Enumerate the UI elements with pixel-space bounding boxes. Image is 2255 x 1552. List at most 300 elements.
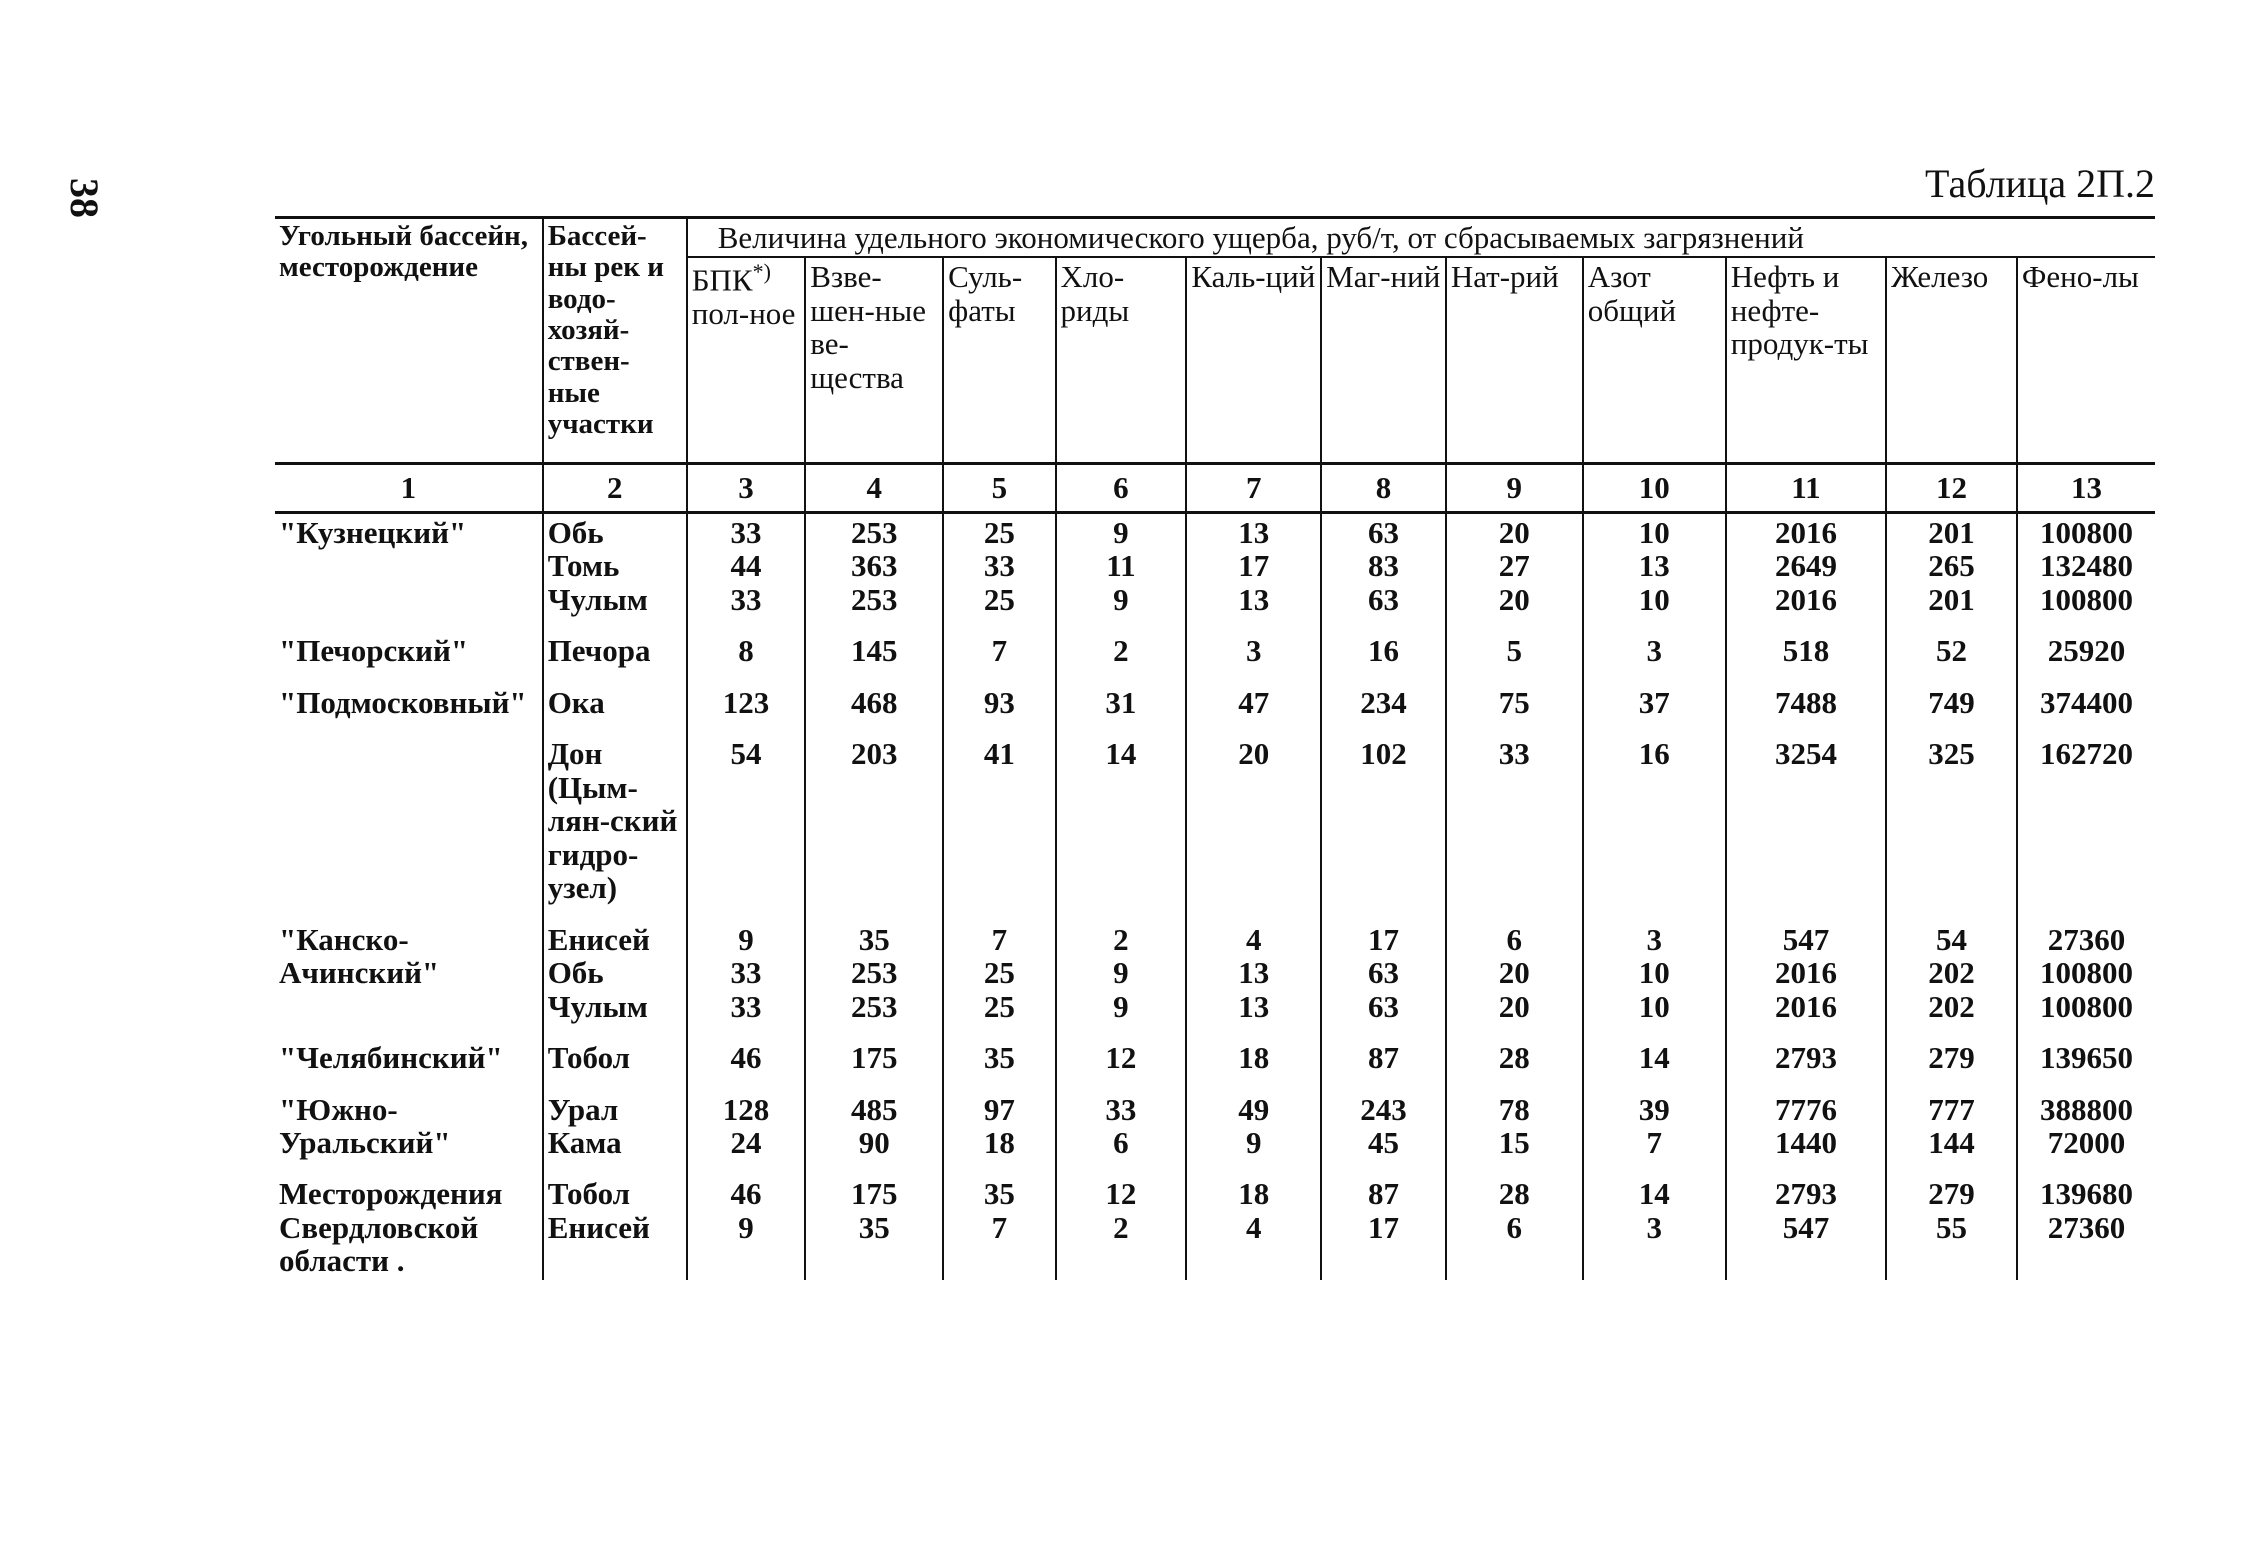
value-cell (1056, 618, 1187, 669)
value-cell (1321, 618, 1446, 669)
value-cell (1726, 512, 1886, 618)
value-cell (805, 1025, 943, 1076)
basin-cell (543, 618, 687, 669)
value: 253 (850, 988, 898, 1024)
value-cell (1321, 512, 1446, 618)
basin-name: Енисей (547, 1209, 650, 1245)
region-name: Месторождения Свердловской области . (279, 1176, 503, 1279)
table-row (275, 907, 2155, 1025)
value-cell (805, 670, 943, 721)
value: 3 (1646, 1209, 1662, 1245)
value: 17 (1367, 1209, 1399, 1245)
value: 2793 (1774, 1176, 1837, 1212)
value: 145 (850, 633, 898, 669)
value: 202 (1928, 955, 1975, 991)
value: 18 (983, 1124, 1015, 1160)
value: 55 (1936, 1209, 1968, 1245)
value-cell (1726, 721, 1886, 906)
value: 27 (1498, 548, 1530, 584)
header-span: Величина удельного экономического ущерба, руб/т, от сбрасываемых загрязнений (687, 218, 2155, 258)
value: 11 (1106, 548, 1136, 584)
value-cell (1583, 1025, 1726, 1076)
value: 518 (1782, 633, 1830, 669)
value: 27360 (2047, 921, 2126, 957)
value: 16 (1638, 736, 1670, 772)
value: 63 (1367, 955, 1399, 991)
value-cell (1321, 1025, 1446, 1076)
value: 162720 (2039, 736, 2133, 772)
value: 72000 (2047, 1124, 2126, 1160)
value-cell (1726, 907, 1886, 1025)
value: 44 (730, 548, 762, 584)
value: 3 (1646, 921, 1662, 957)
value: 17 (1367, 921, 1399, 957)
value: 388800 (2039, 1091, 2133, 1127)
value: 8 (738, 633, 754, 669)
value: 9 (738, 1209, 754, 1245)
table-row (275, 512, 2155, 618)
header-col: Маг-ний (1321, 257, 1446, 464)
value: 102 (1360, 736, 1407, 772)
column-number: 2 (543, 464, 687, 512)
basin-name: Печора (547, 633, 651, 669)
value: 9 (1113, 955, 1129, 991)
value: 17 (1238, 548, 1270, 584)
value-cell (687, 1025, 806, 1076)
value: 27360 (2047, 1209, 2126, 1245)
value: 33 (730, 514, 762, 550)
value: 485 (850, 1091, 898, 1127)
header-col: Нат-рий (1446, 257, 1583, 464)
value-cell (943, 721, 1055, 906)
value: 13 (1638, 548, 1670, 584)
value: 35 (858, 921, 890, 957)
value-cell (687, 670, 806, 721)
value-cell (1321, 907, 1446, 1025)
basin-cell (543, 670, 687, 721)
value: 87 (1367, 1176, 1399, 1212)
column-number: 10 (1583, 464, 1726, 512)
column-number: 7 (1186, 464, 1321, 512)
value: 144 (1928, 1124, 1975, 1160)
value-cell (1583, 618, 1726, 669)
table-row (275, 1161, 2155, 1279)
value: 24 (730, 1124, 762, 1160)
table-row (275, 1077, 2155, 1162)
basin-name: Обь (547, 955, 604, 991)
region-name: "Южно-Уральский" (279, 1091, 451, 1160)
value: 35 (983, 1040, 1015, 1076)
value: 2 (1113, 921, 1129, 957)
value-cell (1321, 1161, 1446, 1279)
value: 63 (1367, 988, 1399, 1024)
basin-name: Урал (547, 1091, 619, 1127)
table-row (275, 721, 2155, 906)
value: 6 (1506, 1209, 1523, 1245)
value: 10 (1638, 988, 1670, 1024)
header-col: Суль-фаты (943, 257, 1055, 464)
value: 54 (1936, 921, 1968, 957)
value-cell (943, 670, 1055, 721)
value: 20 (1498, 581, 1530, 617)
value: 13 (1238, 988, 1270, 1024)
column-number: 3 (687, 464, 806, 512)
value-cell (1056, 1077, 1187, 1162)
value: 33 (983, 548, 1015, 584)
value: 12 (1105, 1040, 1137, 1076)
value: 14 (1638, 1040, 1670, 1076)
value-cell (1886, 670, 2017, 721)
value: 175 (850, 1040, 898, 1076)
value-cell (943, 618, 1055, 669)
value-cell (1726, 618, 1886, 669)
value: 33 (1498, 736, 1530, 772)
value: 325 (1928, 736, 1975, 772)
value-cell (1886, 721, 2017, 906)
value: 33 (1105, 1091, 1137, 1127)
value: 10 (1638, 955, 1670, 991)
basin-cell (543, 1161, 687, 1279)
header-bpk: БПК*) пол-ное (687, 257, 806, 464)
value-cell (1583, 1161, 1726, 1279)
column-number: 5 (943, 464, 1055, 512)
value-cell (805, 907, 943, 1025)
value-cell (1186, 1161, 1321, 1279)
value: 15 (1498, 1124, 1530, 1160)
value: 9 (1245, 1124, 1262, 1160)
value-cell (687, 1077, 806, 1162)
value: 2016 (1774, 988, 1837, 1024)
column-number-row (275, 464, 2155, 512)
column-number: 4 (805, 464, 943, 512)
value-cell (1886, 1025, 2017, 1076)
value-cell (2017, 1161, 2155, 1279)
value: 13 (1238, 514, 1270, 550)
value-cell (1886, 1161, 2017, 1279)
value: 25 (983, 955, 1015, 991)
value: 46 (730, 1176, 762, 1212)
value-cell (1321, 670, 1446, 721)
value: 4 (1245, 1209, 1262, 1245)
value: 31 (1105, 684, 1137, 720)
value-cell (687, 512, 806, 618)
value-cell (943, 1161, 1055, 1279)
column-number: 12 (1886, 464, 2017, 512)
value: 97 (983, 1091, 1015, 1127)
value-cell (687, 907, 806, 1025)
header-col: Фено-лы (2017, 257, 2155, 464)
column-number: 9 (1446, 464, 1583, 512)
value: 35 (858, 1209, 890, 1245)
value-cell (1583, 1077, 1726, 1162)
value: 25920 (2047, 633, 2126, 669)
table-row (275, 670, 2155, 721)
value-cell (1446, 618, 1583, 669)
basin-name: Ока (547, 684, 605, 720)
value-cell (687, 618, 806, 669)
value: 7488 (1774, 684, 1837, 720)
value-cell (1186, 512, 1321, 618)
value: 20 (1498, 988, 1530, 1024)
value: 123 (722, 684, 770, 720)
value-cell (1446, 1025, 1583, 1076)
value: 93 (983, 684, 1015, 720)
value-cell (943, 1025, 1055, 1076)
value-cell (1186, 618, 1321, 669)
basin-name: Обь (547, 514, 604, 550)
value-cell (1446, 1077, 1583, 1162)
value-cell (2017, 1077, 2155, 1162)
value: 10 (1638, 581, 1670, 617)
column-number: 11 (1726, 464, 1886, 512)
value: 279 (1928, 1040, 1975, 1076)
value-cell (805, 512, 943, 618)
value-cell (2017, 512, 2155, 618)
value: 13 (1238, 581, 1270, 617)
basin-name: Чулым (547, 581, 648, 617)
value: 9 (1113, 988, 1129, 1024)
value-cell (1726, 1077, 1886, 1162)
value-cell (687, 1161, 806, 1279)
value: 7 (1646, 1124, 1662, 1160)
region-name: "Подмосковный" (279, 684, 527, 720)
value: 14 (1638, 1176, 1670, 1212)
table-row (275, 1025, 2155, 1076)
value: 28 (1498, 1176, 1530, 1212)
value-cell (1583, 670, 1726, 721)
region-name: "Канско-Ачинский" (279, 921, 440, 991)
value: 234 (1360, 684, 1407, 720)
value: 749 (1928, 684, 1975, 720)
value-cell (1186, 1077, 1321, 1162)
table-row (275, 618, 2155, 669)
value: 175 (850, 1176, 898, 1212)
value-cell (1321, 1077, 1446, 1162)
damage-table (275, 216, 2155, 1280)
value: 2016 (1774, 955, 1837, 991)
value: 90 (858, 1124, 890, 1160)
value: 87 (1367, 1040, 1399, 1076)
value: 139680 (2039, 1176, 2133, 1212)
basin-name: Тобол (547, 1176, 631, 1212)
value: 7776 (1774, 1091, 1837, 1127)
value: 7 (991, 1209, 1008, 1245)
value: 18 (1238, 1040, 1270, 1076)
value: 468 (850, 684, 898, 720)
value: 16 (1367, 633, 1399, 669)
value: 3254 (1774, 736, 1837, 772)
value: 363 (850, 548, 898, 584)
value-cell (1583, 907, 1726, 1025)
header-col: Азот общий (1583, 257, 1726, 464)
value: 9 (738, 921, 754, 957)
value: 6 (1506, 921, 1523, 957)
value: 279 (1928, 1176, 1975, 1212)
value-cell (1186, 1025, 1321, 1076)
value-cell (1583, 512, 1726, 618)
value-cell (1726, 1161, 1886, 1279)
value: 2016 (1774, 581, 1837, 617)
value: 139650 (2039, 1040, 2133, 1076)
value: 374400 (2039, 684, 2133, 720)
value: 547 (1782, 921, 1830, 957)
value: 2649 (1774, 548, 1837, 584)
header-region: Угольный бассейн, месторождение (275, 218, 543, 464)
header-col: Взве-шен-ные ве-щества (805, 257, 943, 464)
value: 12 (1105, 1176, 1137, 1212)
value: 201 (1928, 581, 1975, 617)
value: 128 (722, 1091, 770, 1127)
value: 20 (1498, 955, 1530, 991)
value-cell (1583, 721, 1726, 906)
header-basin: Бассей-ны рек и водо-хозяй-ствен-ные участки (543, 218, 687, 464)
value-cell (1886, 618, 2017, 669)
value: 3 (1646, 633, 1662, 669)
value-cell (1056, 670, 1187, 721)
page-number: 38 (62, 178, 107, 218)
value: 33 (730, 988, 762, 1024)
value-cell (1446, 1161, 1583, 1279)
value-cell (1056, 1161, 1187, 1279)
column-number: 8 (1321, 464, 1446, 512)
value: 2 (1113, 1209, 1129, 1245)
basin-name: Дон (Цым-лян-ский гидро-узел) (547, 736, 678, 906)
value: 1440 (1774, 1124, 1837, 1160)
value: 20 (1498, 514, 1530, 550)
basin-name: Чулым (547, 988, 648, 1024)
value-cell (2017, 721, 2155, 906)
value: 75 (1498, 684, 1530, 720)
value: 7 (991, 921, 1008, 957)
value: 6 (1113, 1124, 1129, 1160)
region-name: "Челябинский" (279, 1040, 503, 1076)
column-number: 13 (2017, 464, 2155, 512)
value-cell (1186, 670, 1321, 721)
value-cell (1056, 907, 1187, 1025)
table-title: Таблица 2П.2 (1925, 161, 2155, 206)
value: 3 (1245, 633, 1262, 669)
value: 39 (1638, 1091, 1670, 1127)
value: 37 (1638, 684, 1670, 720)
value-cell (1726, 1025, 1886, 1076)
value: 35 (983, 1176, 1015, 1212)
value-cell (1056, 721, 1187, 906)
header-col: Хло-риды (1056, 257, 1187, 464)
value: 100800 (2039, 581, 2133, 617)
basin-cell (543, 1025, 687, 1076)
value-cell (805, 721, 943, 906)
value: 265 (1928, 548, 1975, 584)
value: 52 (1936, 633, 1968, 669)
value: 5 (1506, 633, 1523, 669)
value-cell (1186, 907, 1321, 1025)
value-cell (1056, 1025, 1187, 1076)
value: 4 (1245, 921, 1262, 957)
basin-cell (543, 907, 687, 1025)
value: 18 (1238, 1176, 1270, 1212)
value-cell (2017, 907, 2155, 1025)
value-cell (1186, 721, 1321, 906)
value: 253 (850, 955, 898, 991)
value: 777 (1928, 1091, 1975, 1127)
column-number: 6 (1056, 464, 1187, 512)
value-cell (805, 1161, 943, 1279)
value: 78 (1498, 1091, 1530, 1127)
value: 63 (1367, 581, 1399, 617)
value-cell (805, 618, 943, 669)
basin-name: Кама (547, 1124, 622, 1160)
value: 33 (730, 955, 762, 991)
value: 10 (1638, 514, 1670, 550)
value-cell (687, 721, 806, 906)
value-cell (2017, 670, 2155, 721)
value: 25 (983, 581, 1015, 617)
value: 25 (983, 988, 1015, 1024)
region-name (275, 721, 543, 906)
value: 20 (1238, 736, 1270, 772)
value-cell (1446, 721, 1583, 906)
value: 100800 (2039, 514, 2133, 550)
header-col: Каль-ций (1186, 257, 1321, 464)
value-cell (943, 1077, 1055, 1162)
value: 253 (850, 581, 898, 617)
value: 2016 (1774, 514, 1837, 550)
region-name: "Печорский" (279, 633, 469, 669)
value-cell (1446, 670, 1583, 721)
value: 33 (730, 581, 762, 617)
value: 83 (1367, 548, 1399, 584)
value-cell (1321, 721, 1446, 906)
value-cell (1886, 1077, 2017, 1162)
value: 46 (730, 1040, 762, 1076)
basin-name: Томь (547, 548, 620, 584)
value: 100800 (2039, 955, 2133, 991)
value: 45 (1367, 1124, 1399, 1160)
value: 28 (1498, 1040, 1530, 1076)
column-number: 1 (275, 464, 543, 512)
value-cell (2017, 618, 2155, 669)
value: 132480 (2039, 548, 2133, 584)
value: 2 (1113, 633, 1129, 669)
value: 13 (1238, 955, 1270, 991)
value-cell (805, 1077, 943, 1162)
value-cell (1446, 907, 1583, 1025)
basin-name: Енисей (547, 921, 650, 957)
basin-cell (543, 512, 687, 618)
value: 9 (1113, 514, 1129, 550)
value: 253 (850, 514, 898, 550)
value-cell (1726, 670, 1886, 721)
value: 63 (1367, 514, 1399, 550)
value: 47 (1238, 684, 1270, 720)
value-cell (1446, 512, 1583, 618)
value-cell (943, 907, 1055, 1025)
value-cell (1886, 907, 2017, 1025)
value: 14 (1105, 736, 1137, 772)
value: 25 (983, 514, 1015, 550)
value: 203 (850, 736, 898, 772)
value: 547 (1782, 1209, 1830, 1245)
value-cell (2017, 1025, 2155, 1076)
header-col: Нефть и нефте-продук-ты (1726, 257, 1886, 464)
basin-name: Тобол (547, 1040, 631, 1076)
value: 2793 (1774, 1040, 1837, 1076)
value: 100800 (2039, 988, 2133, 1024)
value: 202 (1928, 988, 1975, 1024)
region-name: "Кузнецкий" (279, 514, 467, 550)
value: 201 (1928, 514, 1975, 550)
value: 41 (983, 736, 1015, 772)
